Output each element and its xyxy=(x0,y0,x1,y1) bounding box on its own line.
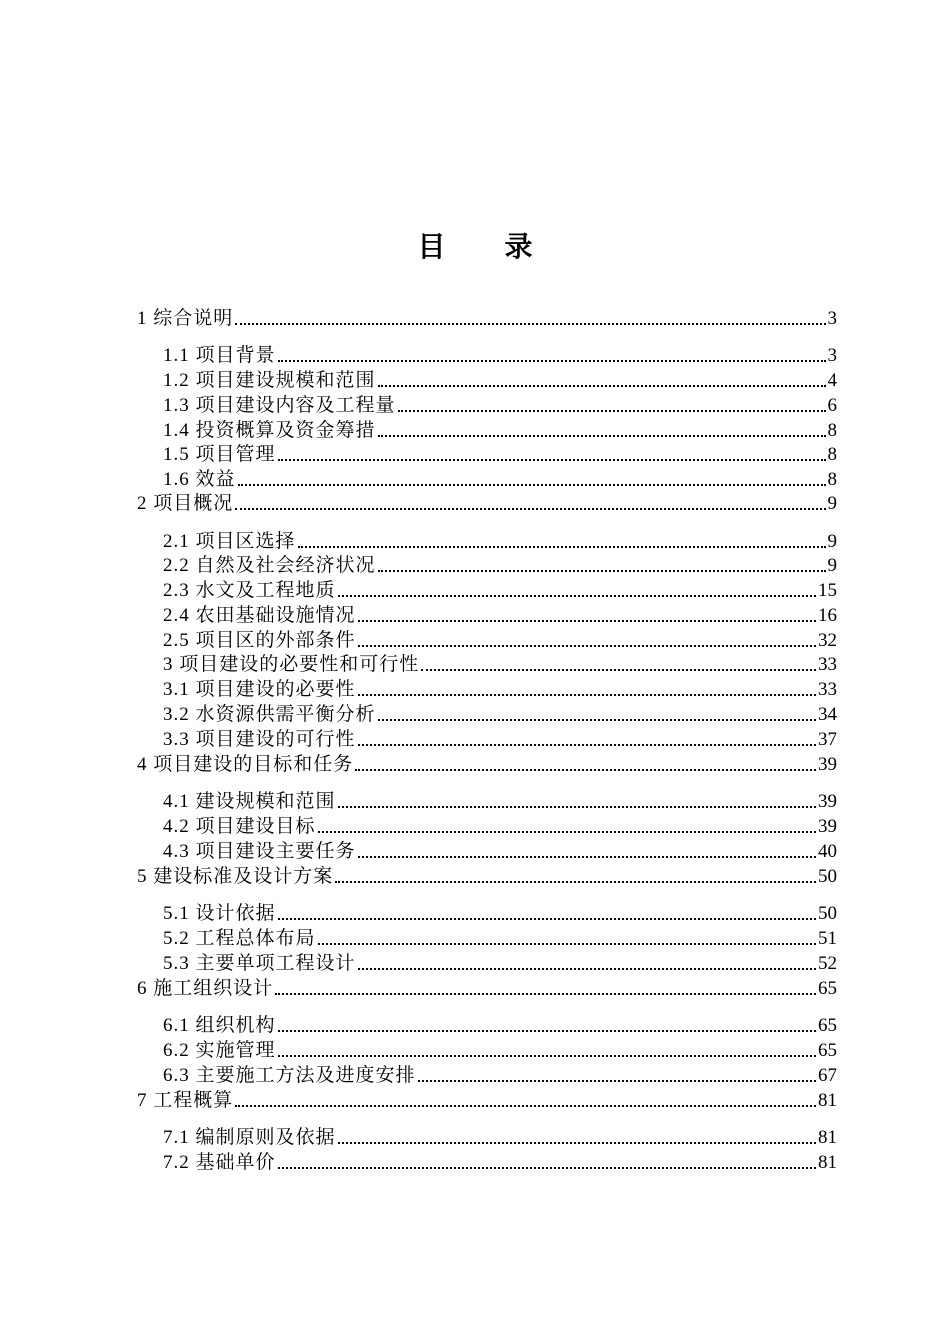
toc-entry-label: 5.2 工程总体布局 xyxy=(163,928,316,949)
toc-entry-3-2[interactable] xyxy=(163,701,837,726)
toc-entry-page: 52 xyxy=(818,953,837,974)
toc-entry-page: 4 xyxy=(827,370,837,391)
dot-leader xyxy=(358,856,816,858)
toc-entry-label: 4.3 项目建设主要任务 xyxy=(163,841,356,862)
toc-entry-page: 39 xyxy=(818,754,837,775)
toc-entry-page: 9 xyxy=(827,531,837,552)
toc-entry-label: 1.2 项目建设规模和范围 xyxy=(163,370,376,391)
toc-entry-page: 9 xyxy=(827,493,837,514)
dot-leader xyxy=(235,323,825,325)
toc-entry-1-3[interactable] xyxy=(163,392,837,417)
toc-entry-label: 6 施工组织设计 xyxy=(137,978,274,999)
toc-entry-label: 1 综合说明 xyxy=(137,308,234,329)
toc-entry-1-1[interactable] xyxy=(163,342,837,367)
toc-entry-4-1[interactable] xyxy=(163,788,837,813)
toc-entry-1-2[interactable] xyxy=(163,367,837,392)
dot-leader xyxy=(358,968,816,970)
toc-entry-label: 6.2 实施管理 xyxy=(163,1040,276,1061)
dot-leader xyxy=(235,1105,816,1107)
toc-entry-1-4[interactable] xyxy=(163,417,837,442)
dot-leader xyxy=(358,620,816,622)
toc-entry-1-5[interactable] xyxy=(163,441,837,466)
toc-entry-page: 81 xyxy=(818,1152,837,1173)
dot-leader xyxy=(378,719,816,721)
toc-entry-4-3[interactable] xyxy=(163,838,837,863)
toc-entry-label: 5.3 主要单项工程设计 xyxy=(163,953,356,974)
toc-entry-6-3[interactable] xyxy=(163,1062,837,1087)
toc-entry-label: 3.3 项目建设的可行性 xyxy=(163,729,356,750)
toc-entry-page: 81 xyxy=(818,1127,837,1148)
dot-leader xyxy=(378,385,826,387)
toc-entry-page: 39 xyxy=(818,816,837,837)
toc-entry-7[interactable] xyxy=(137,1087,837,1112)
toc-entry-page: 50 xyxy=(818,866,837,887)
toc-entry-6-1[interactable] xyxy=(163,1012,837,1037)
toc-entry-page: 81 xyxy=(818,1090,837,1111)
dot-leader xyxy=(338,1142,816,1144)
toc-entry-label: 6.1 组织机构 xyxy=(163,1015,276,1036)
toc-entry-page: 33 xyxy=(818,679,837,700)
toc-entry-label: 1.6 效益 xyxy=(163,469,236,490)
toc-entry-label: 2.2 自然及社会经济状况 xyxy=(163,555,376,576)
toc-entry-3[interactable] xyxy=(163,651,837,676)
dot-leader xyxy=(278,360,826,362)
toc-entry-2-2[interactable] xyxy=(163,552,837,577)
toc-entry-label: 2.4 农田基础设施情况 xyxy=(163,605,356,626)
toc-entry-5-2[interactable] xyxy=(163,925,837,950)
dot-leader xyxy=(358,645,816,647)
toc-entry-label: 3.1 项目建设的必要性 xyxy=(163,679,356,700)
dot-leader xyxy=(358,744,816,746)
toc-entry-label: 5.1 设计依据 xyxy=(163,903,276,924)
toc-entry-2-3[interactable] xyxy=(163,577,837,602)
toc-entry-page: 37 xyxy=(818,729,837,750)
toc-entry-label: 2.3 水文及工程地质 xyxy=(163,580,336,601)
dot-leader xyxy=(358,694,816,696)
toc-entry-label: 5 建设标准及设计方案 xyxy=(137,866,334,887)
toc-entry-label: 2.1 项目区选择 xyxy=(163,531,296,552)
toc-entry-page: 3 xyxy=(827,345,837,366)
toc-entry-2[interactable] xyxy=(137,490,837,515)
dot-leader xyxy=(278,1055,816,1057)
dot-leader xyxy=(378,435,826,437)
dot-leader xyxy=(318,943,816,945)
dot-leader xyxy=(298,546,826,548)
toc-entry-3-3[interactable] xyxy=(163,726,837,751)
toc-entry-4[interactable] xyxy=(137,751,837,776)
dot-leader xyxy=(355,769,816,771)
dot-leader xyxy=(275,993,816,995)
toc-entry-6-2[interactable] xyxy=(163,1037,837,1062)
dot-leader xyxy=(338,595,816,597)
toc-entry-label: 3.2 水资源供需平衡分析 xyxy=(163,704,376,725)
dot-leader xyxy=(418,1080,816,1082)
toc-entry-page: 3 xyxy=(827,308,837,329)
toc-entry-5-1[interactable] xyxy=(163,900,837,925)
dot-leader xyxy=(278,1030,816,1032)
dot-leader xyxy=(278,918,816,920)
toc-entry-page: 50 xyxy=(818,903,837,924)
toc-entry-page: 15 xyxy=(818,580,837,601)
toc-entry-label: 4.1 建设规模和范围 xyxy=(163,791,336,812)
toc-entry-1[interactable] xyxy=(137,305,837,330)
toc-entry-page: 6 xyxy=(827,395,837,416)
dot-leader xyxy=(338,806,816,808)
toc-entry-4-2[interactable] xyxy=(163,813,837,838)
toc-entry-3-1[interactable] xyxy=(163,676,837,701)
toc-entry-page: 9 xyxy=(827,555,837,576)
toc-entry-label: 7 工程概算 xyxy=(137,1090,234,1111)
toc-entry-1-6[interactable] xyxy=(163,466,837,491)
toc-entry-label: 1.4 投资概算及资金筹措 xyxy=(163,420,376,441)
toc-entry-5[interactable] xyxy=(137,863,837,888)
toc-entry-2-5[interactable] xyxy=(163,627,837,652)
toc-entry-label: 2.5 项目区的外部条件 xyxy=(163,630,356,651)
toc-entry-page: 32 xyxy=(818,630,837,651)
toc-entry-2-4[interactable] xyxy=(163,602,837,627)
toc-entry-page: 39 xyxy=(818,791,837,812)
dot-leader xyxy=(278,1167,816,1169)
toc-entry-page: 40 xyxy=(818,841,837,862)
toc-entry-label: 1.5 项目管理 xyxy=(163,444,276,465)
toc-entry-label: 1.3 项目建设内容及工程量 xyxy=(163,395,396,416)
toc-entry-page: 33 xyxy=(818,654,837,675)
toc-entry-label: 4 项目建设的目标和任务 xyxy=(137,754,354,775)
toc-entry-page: 8 xyxy=(827,420,837,441)
toc-entry-label: 4.2 项目建设目标 xyxy=(163,816,316,837)
toc-entry-6[interactable] xyxy=(137,975,837,1000)
dot-leader xyxy=(238,484,826,486)
toc-entry-page: 16 xyxy=(818,605,837,626)
dot-leader xyxy=(421,669,816,671)
toc-entry-2-1[interactable] xyxy=(163,528,837,553)
toc-entry-label: 3 项目建设的必要性和可行性 xyxy=(163,654,420,675)
toc-entry-label: 1.1 项目背景 xyxy=(163,345,276,366)
toc-entry-7-2[interactable] xyxy=(163,1149,837,1174)
toc-entry-7-1[interactable] xyxy=(163,1124,837,1149)
toc-entry-5-3[interactable] xyxy=(163,950,837,975)
dot-leader xyxy=(318,831,816,833)
toc-entry-label: 7.2 基础单价 xyxy=(163,1152,276,1173)
toc-entry-page: 34 xyxy=(818,704,837,725)
toc-entry-page: 51 xyxy=(818,928,837,949)
toc-entry-page: 65 xyxy=(818,1015,837,1036)
toc-entry-page: 67 xyxy=(818,1065,837,1086)
dot-leader xyxy=(278,459,826,461)
dot-leader xyxy=(398,410,826,412)
toc-entry-page: 8 xyxy=(827,444,837,465)
toc-entry-page: 65 xyxy=(818,978,837,999)
toc-entry-label: 6.3 主要施工方法及进度安排 xyxy=(163,1065,416,1086)
page-title: 目 录 xyxy=(417,232,559,263)
toc-entry-page: 65 xyxy=(818,1040,837,1061)
dot-leader xyxy=(235,508,825,510)
toc-entry-label: 2 项目概况 xyxy=(137,493,234,514)
toc-entry-page: 8 xyxy=(827,469,837,490)
dot-leader xyxy=(335,881,816,883)
dot-leader xyxy=(378,570,826,572)
toc-entry-label: 7.1 编制原则及依据 xyxy=(163,1127,336,1148)
